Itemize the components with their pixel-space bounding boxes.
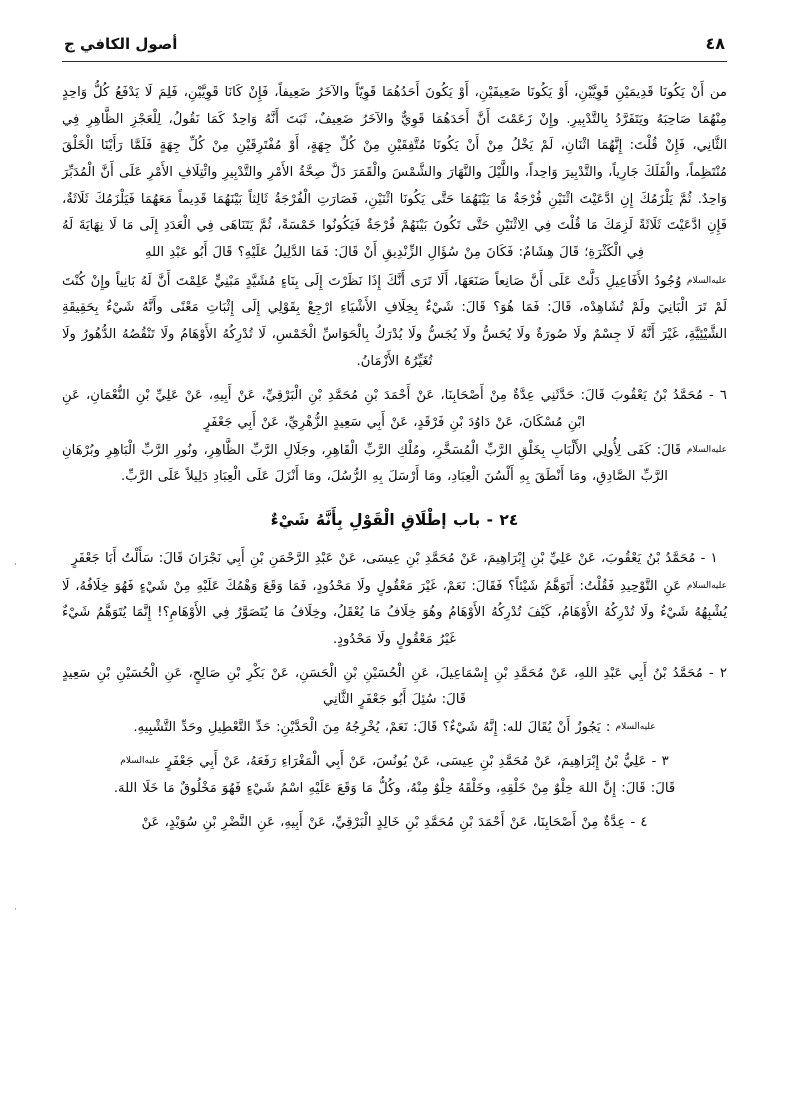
paragraph-main-2-text: وُجُودُ الأَفَاعِيلِ دَلَّتْ عَلَى أَنَّ صَانِعاً صَنَعَهَا، أَلَا تَرَى أَنَّكَ إِذَا نَظَرْتَ إِلَى بِنَاءٍ مُشَيَّدٍ مَبْنِيٍّ عَلِمْتَ أَنَّ لَهُ بَانِياً وإِنْ كُنْتَ لَمْ تَرَ الْبَانِيَ ولَمْ تُشَاهِدْه، قَالَ: فَمَا هُوَ؟ قَالَ: شَيْءٌ بِخِلَافِ الأَشْيَاءِ ارْجِعْ بِقَوْلِي إِلَى إِثْبَاتِ مَعْنًى وأَنَّهُ شَيْءٌ بِحَقِيقَةِ الشَّيْئِيَّةِ، غَيْرَ أَنَّهُ لَا جِسْمٌ ولَا صُورَةٌ ولَا يُحَسُّ ولَا يُجَسُّ ولَا يُدْرَكُ بِالْحَوَاسِّ الْخَمْسِ، لَا تُدْرِكُهُ الأَوْهَامُ ولَا تَنْقُصُهُ الدُّهُورُ ولَا تُغَيِّرُهُ الأَزْمَانُ. — [62, 273, 727, 369]
honorific-icon: عليه‌السلام — [686, 275, 727, 286]
header-divider — [62, 61, 727, 62]
hadith-4-isnad: ٤ - عِدَّةٌ مِنْ أَصْحَابِنَا، عَنْ أَحْمَدَ بْنِ مُحَمَّدِ بْنِ خَالِدٍ الْبَرْقِيِّ، عَنْ أَبِيهِ، عَنِ النَّضْرِ بْنِ سُوَيْدٍ، عَنْ — [141, 815, 648, 831]
hadith-2-body: : يَجُوزُ أَنْ يُقَالَ لله: إِنَّهُ شَيْءٌ؟ قَالَ: نَعَمْ، يُخْرِجُهُ مِنَ الْحَدَّيْنِ: حَدِّ التَّعْطِيلِ وحَدِّ التَّشْبِيهِ. — [133, 720, 611, 736]
honorific-icon: عليه‌السلام — [686, 580, 727, 591]
book-title: أصول الكافي ج — [64, 35, 178, 53]
paragraph-main-1: من أَنْ يَكُونَا قَدِيمَيْنِ قَوِيَّيْنِ، أَوْ يَكُونَا ضَعِيفَيْنِ، أَوْ يَكُونَ أَحَدُهُمَا قَوِيّاً والآخَرُ ضَعِيفاً، فَإِنْ كَانَا قَوِيَّيْنِ، فَلِمَ لَا يَدْفَعُ كُلُّ وَاحِدٍ مِنْهُمَا صَاحِبَهُ ويَتَفَرَّدُ بِالتَّدْبِيرِ. وإِنْ زَعَمْتَ أَنَّ أَحَدَهُمَا قَوِيٌّ والآخَرُ ضَعِيفٌ، ثَبَتَ أَنَّهُ وَاحِدٌ كَمَا نَقُولُ، لِلْعَجْزِ الظَّاهِرِ فِي الثَّانِي، فَإِنْ قُلْتَ: إِنَّهُمَا اثْنَانِ، لَمْ يَخْلُ مِنْ أَنْ يَكُونَا مُتَّفِقَيْنِ مِنْ كُلِّ جِهَةٍ، أَوْ مُفْتَرِقَيْنِ مِنْ كُلِّ جِهَةٍ فَلَمَّا رَأَيْنَا الْخَلْقَ مُنْتَظِماً، والْفَلَكَ جَارِياً، والتَّدْبِيرَ وَاحِداً، واللَّيْلَ والنَّهَارَ والشَّمْسَ والْقَمَرَ دَلَّ صِحَّةُ الأَمْرِ والتَّدْبِيرِ وائْتِلَافِ الأَمْرِ عَلَى أَنَّ الْمُدَبِّرَ وَاحِدٌ. ثُمَّ يَلْزَمُكَ إِنِ ادَّعَيْتَ اثْنَيْنِ فُرْجَةٌ مَا بَيْنَهُمَا حَتَّى يَكُونَا اثْنَيْنِ، فَصَارَتِ الْفُرْجَةُ ثَالِثاً بَيْنَهُمَا قَدِيماً مَعَهُمَا فَيَلْزَمُكَ ثَلَاثَةٌ، فَإِنِ ادَّعَيْتَ ثَلَاثَةً لَزِمَكَ مَا قُلْتَ فِي الِاثْنَيْنِ حَتَّى تَكُونَ بَيْنَهُمْ فُرْجَةٌ فَيَكُونُوا خَمْسَةً، ثُمَّ يَتَنَاهَى فِي الْعَدَدِ إِلَى مَا لَا نِهَايَةَ لَهُ فِي الْكَثْرَةِ؛ قَالَ هِشَامٌ: فَكَانَ مِنْ سُؤَالِ الزِّنْدِيقِ أَنْ قَالَ: فَمَا الدَّلِيلُ عَلَيْهِ؟ قَالَ أَبُو عَبْدِ اللهِ — [62, 85, 727, 260]
page-header — [62, 34, 727, 53]
hadith-1-body: عَنِ التَّوْحِيدِ فَقُلْتُ: أَتَوَهَّمُ شَيْئاً؟ فَقَالَ: نَعَمْ، غَيْرَ مَعْقُولٍ ولَا مَحْدُودٍ، فَمَا وَقَعَ وَهْمُكَ عَلَيْهِ مِنْ شَيْءٍ فَهُوَ خِلَافُهُ، لَا يُشْبِهُهُ شَيْءٌ ولَا تُدْرِكُهُ الأَوْهَامُ، كَيْفَ تُدْرِكُهُ الأَوْهَامُ وهُوَ خِلَافُ مَا يُعْقَلُ، وخِلَافُ مَا يُتَصَوَّرُ فِي الأَوْهَامِ؟! إِنَّمَا يُتَوَهَّمُ شَيْءٌ غَيْرُ مَعْقُولٍ ولَا مَحْدُودٍ. — [62, 578, 727, 648]
hadith-6-text — [62, 438, 727, 491]
hadith-2-text — [62, 715, 727, 742]
hadith-1-isnad: ١ - مُحَمَّدُ بْنُ يَعْقُوبَ، عَنْ عَلِيِّ بْنِ إِبْرَاهِيمَ، عَنْ مُحَمَّدِ بْنِ عِيسَى، عَنْ عَبْدِ الرَّحْمَنِ بْنِ أَبِي نَجْرَانَ قَالَ: سَأَلْتُ أَبَا جَعْفَرٍ — [71, 551, 718, 567]
honorific-icon: عليه‌السلام — [615, 722, 656, 733]
hadith-2-isnad: ٢ - مُحَمَّدُ بْنُ أَبِي عَبْدِ اللهِ، عَنْ مُحَمَّدِ بْنِ إِسْمَاعِيلَ، عَنِ الْحُسَيْنِ بْنِ الْحَسَنِ، عَنْ بَكْرِ بْنِ صَالِحٍ، عَنِ الْحُسَيْنِ بْنِ سَعِيدٍ قَالَ: سُئِلَ أَبُو جَعْفَرٍ الثَّانِي — [62, 665, 727, 708]
hadith-6-body: قَالَ: كَفَى لِأُولِي الأَلْبَابِ بِخَلْقِ الرَّبِّ الْمُسَخَّرِ، ومُلْكِ الرَّبِّ الْقَاهِرِ، وجَلَالِ الرَّبِّ الظَّاهِرِ، ونُورِ الرَّبِّ الْبَاهِرِ وبُرْهَانِ الرَّبِّ الصَّادِقِ، ومَا أَنْطَقَ بِهِ أَلْسُنَ الْعِبَادِ، ومَا أَرْسَلَ بِهِ الرُّسُلَ، ومَا أَنْزَلَ عَلَى الْعِبَادِ دَلِيلاً عَلَى الرَّبِّ. — [62, 442, 682, 485]
hadith-6-isnad: ٦ - مُحَمَّدُ بْنُ يَعْقُوبَ قَالَ: حَدَّثَنِي عِدَّةٌ مِنْ أَصْحَابِنَا، عَنْ أَحْمَدَ بْنِ مُحَمَّدِ بْنِ الْبَرْقِيِّ، عَنْ أَبِيهِ، عَنْ عَلِيِّ بْنِ النُّعْمَانِ، عَنِ ابْنِ مُسْكَانَ، عَنْ دَاوُدَ بْنِ فَرْقَدٍ، عَنْ أَبِي سَعِيدٍ الزُّهْرِيِّ، عَنْ أَبِي جَعْفَرٍ — [62, 388, 727, 430]
hadith-3-text: قَالَ: قَالَ: إِنَّ اللهَ خِلْوٌ مِنْ خَلْقِهِ، وخَلْقَهُ خِلْوٌ مِنْهُ، وكُلُّ مَا وَقَعَ عَلَيْهِ اسْمُ شَيْءٍ فَهُوَ مَخْلُوقٌ مَا خَلَا اللهَ. — [113, 781, 676, 797]
paragraph-main-2 — [62, 269, 727, 376]
honorific-icon: عليه‌السلام — [120, 755, 161, 766]
hadith-3-isnad-text: ٣ - عَلِيُّ بْنُ إِبْرَاهِيمَ، عَنْ مُحَمَّدِ بْنِ عِيسَى، عَنْ يُونُسَ، عَنْ أَبِي الْمَغْرَاءِ رَفَعَهُ، عَنْ أَبِي جَعْفَرٍ — [165, 753, 669, 769]
page-body — [62, 80, 727, 837]
page-number: ٤٨ — [705, 34, 725, 53]
margin-mark-lower: · — [14, 905, 17, 915]
hadith-1-text — [62, 574, 727, 654]
margin-mark-upper: · — [14, 560, 17, 570]
honorific-icon: عليه‌السلام — [686, 444, 727, 455]
chapter-heading: ٢٤ - باب إطْلَاقِ الْقَوْلِ بِأَنَّهُ شَيْءٌ — [270, 510, 519, 529]
hadith-3-isnad — [62, 749, 727, 776]
